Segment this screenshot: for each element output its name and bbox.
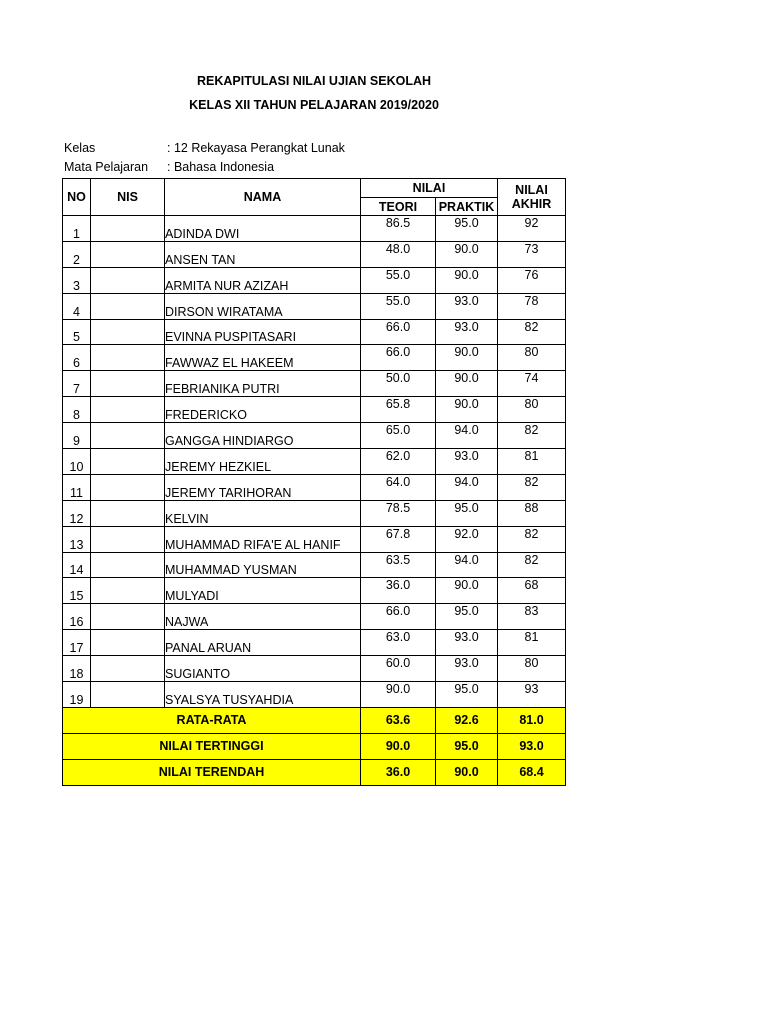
- row-nis-cell: [91, 371, 165, 397]
- row-akhir-cell: 81: [498, 630, 566, 656]
- row-praktik-cell: 93.0: [436, 319, 498, 345]
- row-nama-cell: PANAL ARUAN: [165, 630, 361, 656]
- table-row: [63, 397, 566, 423]
- row-akhir-cell: 93: [498, 682, 566, 708]
- row-nis-cell: [91, 449, 165, 475]
- row-nis-cell: [91, 604, 165, 630]
- row-praktik-cell: 95.0: [436, 682, 498, 708]
- summary-teori-cell: 63.6: [361, 707, 436, 733]
- mata-pelajaran-label: Mata Pelajaran: [64, 160, 149, 174]
- summary-praktik-cell: 90.0: [436, 759, 498, 785]
- header-nilai-akhir-line2: AKHIR: [511, 197, 552, 211]
- row-akhir-cell: 68: [498, 578, 566, 604]
- row-nama-cell: FREDERICKO: [165, 397, 361, 423]
- row-praktik-cell: 94.0: [436, 474, 498, 500]
- row-akhir-cell: 82: [498, 552, 566, 578]
- row-akhir-cell: 82: [498, 526, 566, 552]
- row-akhir-cell: 82: [498, 319, 566, 345]
- row-praktik-cell: 93.0: [436, 293, 498, 319]
- row-nis-cell: [91, 319, 165, 345]
- row-nama-cell: EVINNA PUSPITASARI: [165, 319, 361, 345]
- row-praktik-cell: 95.0: [436, 604, 498, 630]
- row-praktik-cell: 90.0: [436, 241, 498, 267]
- header-teori: TEORI: [361, 198, 436, 216]
- row-praktik-cell: 90.0: [436, 371, 498, 397]
- document-subtitle: KELAS XII TAHUN PELAJARAN 2019/2020: [189, 98, 439, 112]
- row-no-cell: 10: [63, 449, 91, 475]
- row-teori-cell: 60.0: [361, 656, 436, 682]
- row-teori-cell: 55.0: [361, 293, 436, 319]
- row-akhir-cell: 80: [498, 345, 566, 371]
- row-nama-cell: ARMITA NUR AZIZAH: [165, 267, 361, 293]
- row-nama-cell: SUGIANTO: [165, 656, 361, 682]
- row-nama-cell: MUHAMMAD YUSMAN: [165, 552, 361, 578]
- row-nama-cell: ANSEN TAN: [165, 241, 361, 267]
- row-akhir-cell: 73: [498, 241, 566, 267]
- table-row: [63, 216, 566, 242]
- row-no-cell: 17: [63, 630, 91, 656]
- row-nis-cell: [91, 578, 165, 604]
- row-nis-cell: [91, 682, 165, 708]
- row-no-cell: 7: [63, 371, 91, 397]
- row-no-cell: 9: [63, 423, 91, 449]
- row-teori-cell: 62.0: [361, 449, 436, 475]
- row-praktik-cell: 95.0: [436, 500, 498, 526]
- row-nis-cell: [91, 526, 165, 552]
- row-no-cell: 2: [63, 241, 91, 267]
- row-nis-cell: [91, 345, 165, 371]
- table-row: [63, 552, 566, 578]
- row-teori-cell: 48.0: [361, 241, 436, 267]
- row-no-cell: 19: [63, 682, 91, 708]
- row-akhir-cell: 92: [498, 216, 566, 242]
- header-nilai-akhir-line1: NILAI: [515, 183, 548, 197]
- table-row: [63, 449, 566, 475]
- row-teori-cell: 86.5: [361, 216, 436, 242]
- row-praktik-cell: 90.0: [436, 345, 498, 371]
- summary-label: NILAI TERTINGGI: [63, 733, 361, 759]
- row-teori-cell: 36.0: [361, 578, 436, 604]
- summary-akhir-cell: 68.4: [498, 759, 566, 785]
- table-row: [63, 500, 566, 526]
- header-praktik: PRAKTIK: [436, 198, 498, 216]
- row-no-cell: 12: [63, 500, 91, 526]
- header-nama: NAMA: [165, 179, 361, 216]
- table-row: [63, 345, 566, 371]
- row-akhir-cell: 80: [498, 397, 566, 423]
- row-praktik-cell: 93.0: [436, 449, 498, 475]
- row-akhir-cell: 81: [498, 449, 566, 475]
- summary-praktik-cell: 95.0: [436, 733, 498, 759]
- row-teori-cell: 90.0: [361, 682, 436, 708]
- summary-akhir-cell: 81.0: [498, 707, 566, 733]
- row-nama-cell: KELVIN: [165, 500, 361, 526]
- row-teori-cell: 66.0: [361, 319, 436, 345]
- summary-row: [63, 733, 566, 759]
- row-nama-cell: JEREMY TARIHORAN: [165, 474, 361, 500]
- row-nis-cell: [91, 656, 165, 682]
- row-akhir-cell: 80: [498, 656, 566, 682]
- row-akhir-cell: 83: [498, 604, 566, 630]
- row-no-cell: 16: [63, 604, 91, 630]
- table-row: [63, 371, 566, 397]
- table-row: [63, 682, 566, 708]
- row-nis-cell: [91, 500, 165, 526]
- summary-label: RATA-RATA: [63, 707, 361, 733]
- row-praktik-cell: 93.0: [436, 630, 498, 656]
- row-praktik-cell: 90.0: [436, 578, 498, 604]
- row-nis-cell: [91, 552, 165, 578]
- table-row: [63, 241, 566, 267]
- row-akhir-cell: 82: [498, 474, 566, 500]
- document-title: REKAPITULASI NILAI UJIAN SEKOLAH: [196, 74, 432, 88]
- row-nama-cell: FEBRIANIKA PUTRI: [165, 371, 361, 397]
- row-praktik-cell: 90.0: [436, 397, 498, 423]
- row-praktik-cell: 90.0: [436, 267, 498, 293]
- row-teori-cell: 66.0: [361, 345, 436, 371]
- row-praktik-cell: 94.0: [436, 552, 498, 578]
- kelas-label: Kelas: [64, 141, 96, 155]
- row-akhir-cell: 88: [498, 500, 566, 526]
- row-teori-cell: 63.0: [361, 630, 436, 656]
- row-no-cell: 4: [63, 293, 91, 319]
- row-no-cell: 1: [63, 216, 91, 242]
- row-nama-cell: DIRSON WIRATAMA: [165, 293, 361, 319]
- row-nama-cell: JEREMY HEZKIEL: [165, 449, 361, 475]
- row-nis-cell: [91, 267, 165, 293]
- row-nama-cell: GANGGA HINDIARGO: [165, 423, 361, 449]
- table-row: [63, 656, 566, 682]
- summary-row: [63, 759, 566, 785]
- row-praktik-cell: 94.0: [436, 423, 498, 449]
- row-teori-cell: 64.0: [361, 474, 436, 500]
- table-row: [63, 604, 566, 630]
- row-akhir-cell: 82: [498, 423, 566, 449]
- summary-akhir-cell: 93.0: [498, 733, 566, 759]
- summary-row: [63, 707, 566, 733]
- summary-praktik-cell: 92.6: [436, 707, 498, 733]
- row-teori-cell: 65.8: [361, 397, 436, 423]
- header-nis: NIS: [91, 179, 165, 216]
- student-rows: [63, 216, 566, 708]
- summary-rows: [63, 707, 566, 785]
- row-no-cell: 6: [63, 345, 91, 371]
- table-row: [63, 526, 566, 552]
- row-no-cell: 8: [63, 397, 91, 423]
- info-kelas: [64, 141, 345, 155]
- info-mata-pelajaran: [64, 160, 274, 174]
- row-no-cell: 11: [63, 474, 91, 500]
- kelas-value: : 12 Rekayasa Perangkat Lunak: [167, 141, 345, 155]
- row-nis-cell: [91, 630, 165, 656]
- grades-table: [62, 178, 566, 786]
- table-row: [63, 319, 566, 345]
- row-nis-cell: [91, 241, 165, 267]
- row-teori-cell: 50.0: [361, 371, 436, 397]
- row-nis-cell: [91, 474, 165, 500]
- row-nama-cell: NAJWA: [165, 604, 361, 630]
- table-row: [63, 423, 566, 449]
- header-no: NO: [63, 179, 91, 216]
- row-nama-cell: MUHAMMAD RIFA'E AL HANIF: [165, 526, 361, 552]
- summary-label: NILAI TERENDAH: [63, 759, 361, 785]
- row-praktik-cell: 93.0: [436, 656, 498, 682]
- row-nis-cell: [91, 293, 165, 319]
- summary-teori-cell: 36.0: [361, 759, 436, 785]
- row-nis-cell: [91, 423, 165, 449]
- row-praktik-cell: 95.0: [436, 216, 498, 242]
- header-nilai-akhir: [498, 179, 566, 216]
- row-teori-cell: 55.0: [361, 267, 436, 293]
- row-no-cell: 18: [63, 656, 91, 682]
- table-row: [63, 578, 566, 604]
- row-no-cell: 3: [63, 267, 91, 293]
- row-no-cell: 13: [63, 526, 91, 552]
- row-teori-cell: 63.5: [361, 552, 436, 578]
- row-teori-cell: 65.0: [361, 423, 436, 449]
- table-row: [63, 474, 566, 500]
- row-nama-cell: MULYADI: [165, 578, 361, 604]
- row-akhir-cell: 74: [498, 371, 566, 397]
- row-akhir-cell: 78: [498, 293, 566, 319]
- row-nama-cell: FAWWAZ EL HAKEEM: [165, 345, 361, 371]
- mata-pelajaran-value: : Bahasa Indonesia: [167, 160, 275, 174]
- table-row: [63, 630, 566, 656]
- row-teori-cell: 66.0: [361, 604, 436, 630]
- row-nama-cell: SYALSYA TUSYAHDIA: [165, 682, 361, 708]
- row-akhir-cell: 76: [498, 267, 566, 293]
- header-nilai: NILAI: [361, 179, 498, 198]
- table-row: [63, 267, 566, 293]
- row-nis-cell: [91, 397, 165, 423]
- row-no-cell: 15: [63, 578, 91, 604]
- row-teori-cell: 67.8: [361, 526, 436, 552]
- row-nama-cell: ADINDA DWI: [165, 216, 361, 242]
- row-praktik-cell: 92.0: [436, 526, 498, 552]
- row-no-cell: 14: [63, 552, 91, 578]
- summary-teori-cell: 90.0: [361, 733, 436, 759]
- row-nis-cell: [91, 216, 165, 242]
- row-no-cell: 5: [63, 319, 91, 345]
- row-teori-cell: 78.5: [361, 500, 436, 526]
- table-row: [63, 293, 566, 319]
